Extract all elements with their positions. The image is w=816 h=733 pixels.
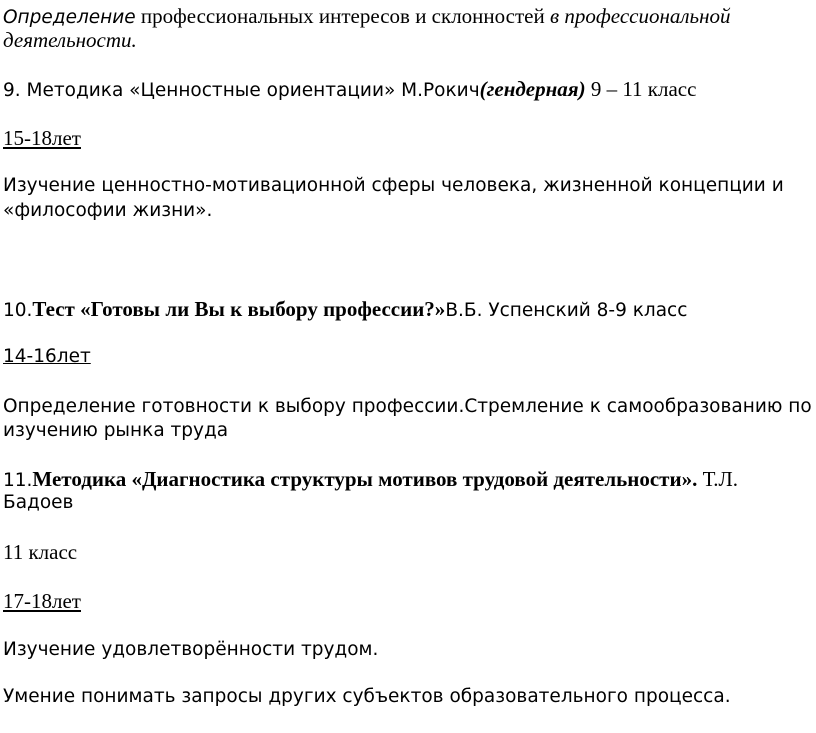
method-11-grade: 11 класс — [3, 540, 78, 564]
method-10-title — [3, 297, 687, 323]
definition-text-italic: в профессиональной — [550, 4, 731, 28]
method-10-age: 14-16лет — [3, 346, 91, 367]
method-11-desc-2: Умение понимать запросы других субъектов образовательного процесса. — [3, 686, 731, 707]
method-11-desc-1: Изучение удовлетворённости трудом. — [3, 639, 379, 660]
method-9-desc-1: Изучение ценностно-мотивационной сферы человека, жизненной концепции и — [3, 175, 784, 196]
method-9-age: 15-18лет — [3, 126, 81, 150]
method-10-desc-1: Определение готовности к выбору профессии.Стремление к самообразованию по — [3, 396, 812, 417]
method-10-name: Тест «Готовы ли Вы к выбору профессии?» — [32, 297, 446, 321]
method-10-desc-2: изучению рынка труда — [3, 420, 229, 441]
method-11-title — [3, 467, 738, 493]
method-9-name: 9. Методика «Ценностные ориентации» М.Рокич — [3, 80, 480, 101]
method-10-author: В.Б. Успенский 8-9 класс — [445, 300, 688, 321]
method-9-title — [3, 77, 696, 103]
method-11-number: 11. — [3, 470, 33, 491]
definition-line-2: деятельности. — [3, 28, 137, 52]
method-11-name: Методика «Диагностика структуры мотивов трудовой деятельности». — [32, 467, 698, 491]
definition-line-1 — [3, 4, 731, 30]
method-11-author-line: Бадоев — [3, 492, 74, 513]
definition-text: профессиональных интересов и склонностей — [135, 4, 550, 28]
definition-term: Определение — [3, 7, 136, 28]
method-11-age: 17-18лет — [3, 589, 81, 613]
method-9-grade: 9 – 11 класс — [585, 77, 697, 101]
method-9-desc-2: «философии жизни». — [3, 200, 213, 221]
method-10-number: 10. — [3, 300, 33, 321]
method-11-author: Т.Л. — [697, 467, 739, 491]
method-9-gender: (гендерная) — [479, 77, 586, 101]
